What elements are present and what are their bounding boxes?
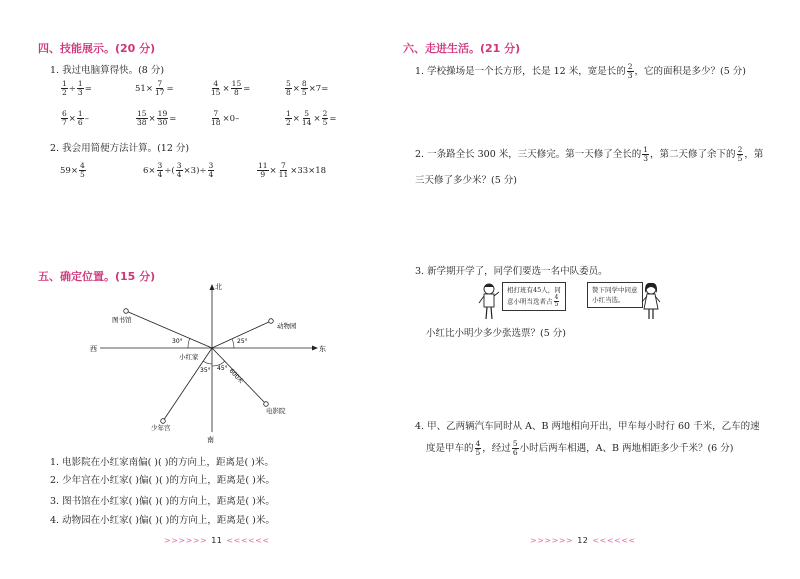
direction-map [90, 280, 335, 445]
exercise-5: $\frac{6}{7}$ × $\frac{1}{6}$ – [62, 109, 89, 127]
arc-25 [232, 339, 234, 348]
exercise-8: $\frac{1}{2}$ × $\frac{5}{14}$ × $\frac{2}{5}$ = [286, 109, 337, 127]
question-6-4-line2: 度是甲车的 $\frac{4}{5}$ ，经过 $\frac{5}{6}$ 小时后两车相遇，A、B 两地相距多少千米？(6 分) [426, 439, 734, 457]
east-arrow [312, 346, 318, 351]
exercise-4: $\frac{5}{8}$ × $\frac{8}{5}$ ×7= [286, 79, 329, 97]
cinema-marker [264, 402, 269, 407]
question-5-4: 4. 动物园在小红家( )偏( )( )的方向上，距离是( )米。 [50, 515, 275, 526]
angle-45-label: 45° [217, 365, 228, 372]
question-5-1: 1. 电影院在小红家南偏( )( )的方向上，距离是( )米。 [50, 457, 274, 468]
youth-label: 少年宫 [151, 424, 171, 432]
section6-title: 六、走进生活。(21 分) [403, 42, 521, 55]
arc-30 [188, 338, 190, 348]
west-label: 西 [90, 345, 97, 353]
page-number-right: >>>>>> 12 <<<<<< [530, 536, 636, 545]
exercise-6: $\frac{15}{38}$ × $\frac{19}{30}$ = [137, 109, 177, 127]
library-marker [124, 309, 129, 314]
question-6-1: 1. 学校操场是一个长方形，长是 12 米，宽是长的 $\frac{2}{3}$ ，它的面积是多少？(5 分) [415, 62, 746, 80]
question-6-2-line2: 三天修了多少米？(5 分) [415, 175, 517, 186]
youth-marker [161, 419, 166, 424]
north-label: 北 [215, 283, 222, 291]
question-5-3: 3. 图书馆在小红家( )偏( )( )的方向上，距离是( )米。 [50, 496, 275, 507]
section4-title: 四、技能展示。(20 分) [38, 42, 156, 55]
angle-35-label: 35° [200, 367, 211, 374]
question-6-4: 4. 甲、乙两辆汽车同时从 A、B 两地相向开出，甲车每小时行 60 千米，乙车的速 [415, 421, 760, 432]
question-6-2: 2. 一条路全长 300 米，三天修完。第一天修了全长的 $\frac{1}{3}$ ，第二天修了余下的 $\frac{2}{5}$ ，第 [415, 145, 764, 163]
arc-35 [203, 361, 212, 364]
angle-25-label: 25° [237, 338, 248, 345]
home-label: 小红家 [179, 353, 199, 361]
library-label: 图书馆 [112, 316, 132, 324]
exercise-1: $\frac{1}{2}$ ÷ $\frac{1}{3}$ = [62, 79, 92, 97]
cinema-label: 电影院 [266, 407, 286, 415]
boy-figure [478, 282, 500, 322]
question-6-3: 3. 新学期开学了，同学们要选一名中队委员。 [415, 266, 608, 277]
simplify-2: 6× $\frac{3}{4}$ ÷( $\frac{3}{4}$ ×3)÷ $\frac{3}{4}$ [143, 161, 214, 179]
north-arrow [210, 284, 215, 290]
angle-30-label: 30° [172, 338, 183, 345]
distance-label: 600米 [227, 367, 245, 386]
question-4-2: 2. 我会用简便方法计算。(12 分) [50, 143, 190, 154]
question-4-1: 1. 我过电脑算得快。(8 分) [50, 65, 165, 76]
zoo-marker [269, 319, 274, 324]
east-label: 东 [319, 345, 326, 353]
question-5-2: 2. 少年宫在小红家( )偏( )( )的方向上，距离是( )米。 [50, 475, 275, 486]
question-6-3-ask: 小红比小明少多少张选票？(5 分) [426, 328, 566, 339]
zoo-label: 动物园 [277, 322, 297, 330]
section5-title: 五、确定位置。(15 分) [38, 270, 156, 283]
girl-figure [640, 282, 662, 322]
exercise-3: $\frac{4}{15}$ × $\frac{15}{8}$ = [211, 79, 251, 97]
simplify-1: 59× $\frac{4}{5}$ [60, 161, 85, 179]
exercise-2: 51× $\frac{7}{17}$ = [135, 79, 174, 97]
speech-bubble-girl: 赞下同学中同意 小红当选。 [587, 282, 643, 308]
exercise-7: $\frac{7}{18}$ ×0– [211, 109, 240, 127]
ray-library [126, 311, 212, 348]
simplify-3: $\frac{11}{9}$ × $\frac{7}{11}$ ×33×18 [258, 161, 327, 179]
south-label: 南 [207, 436, 214, 444]
speech-bubble-boy: 相打班有45人，同 意小明当选者占 $\frac{4}{5}$ [502, 282, 566, 311]
page-number-left: >>>>>> 11 <<<<<< [164, 536, 270, 545]
